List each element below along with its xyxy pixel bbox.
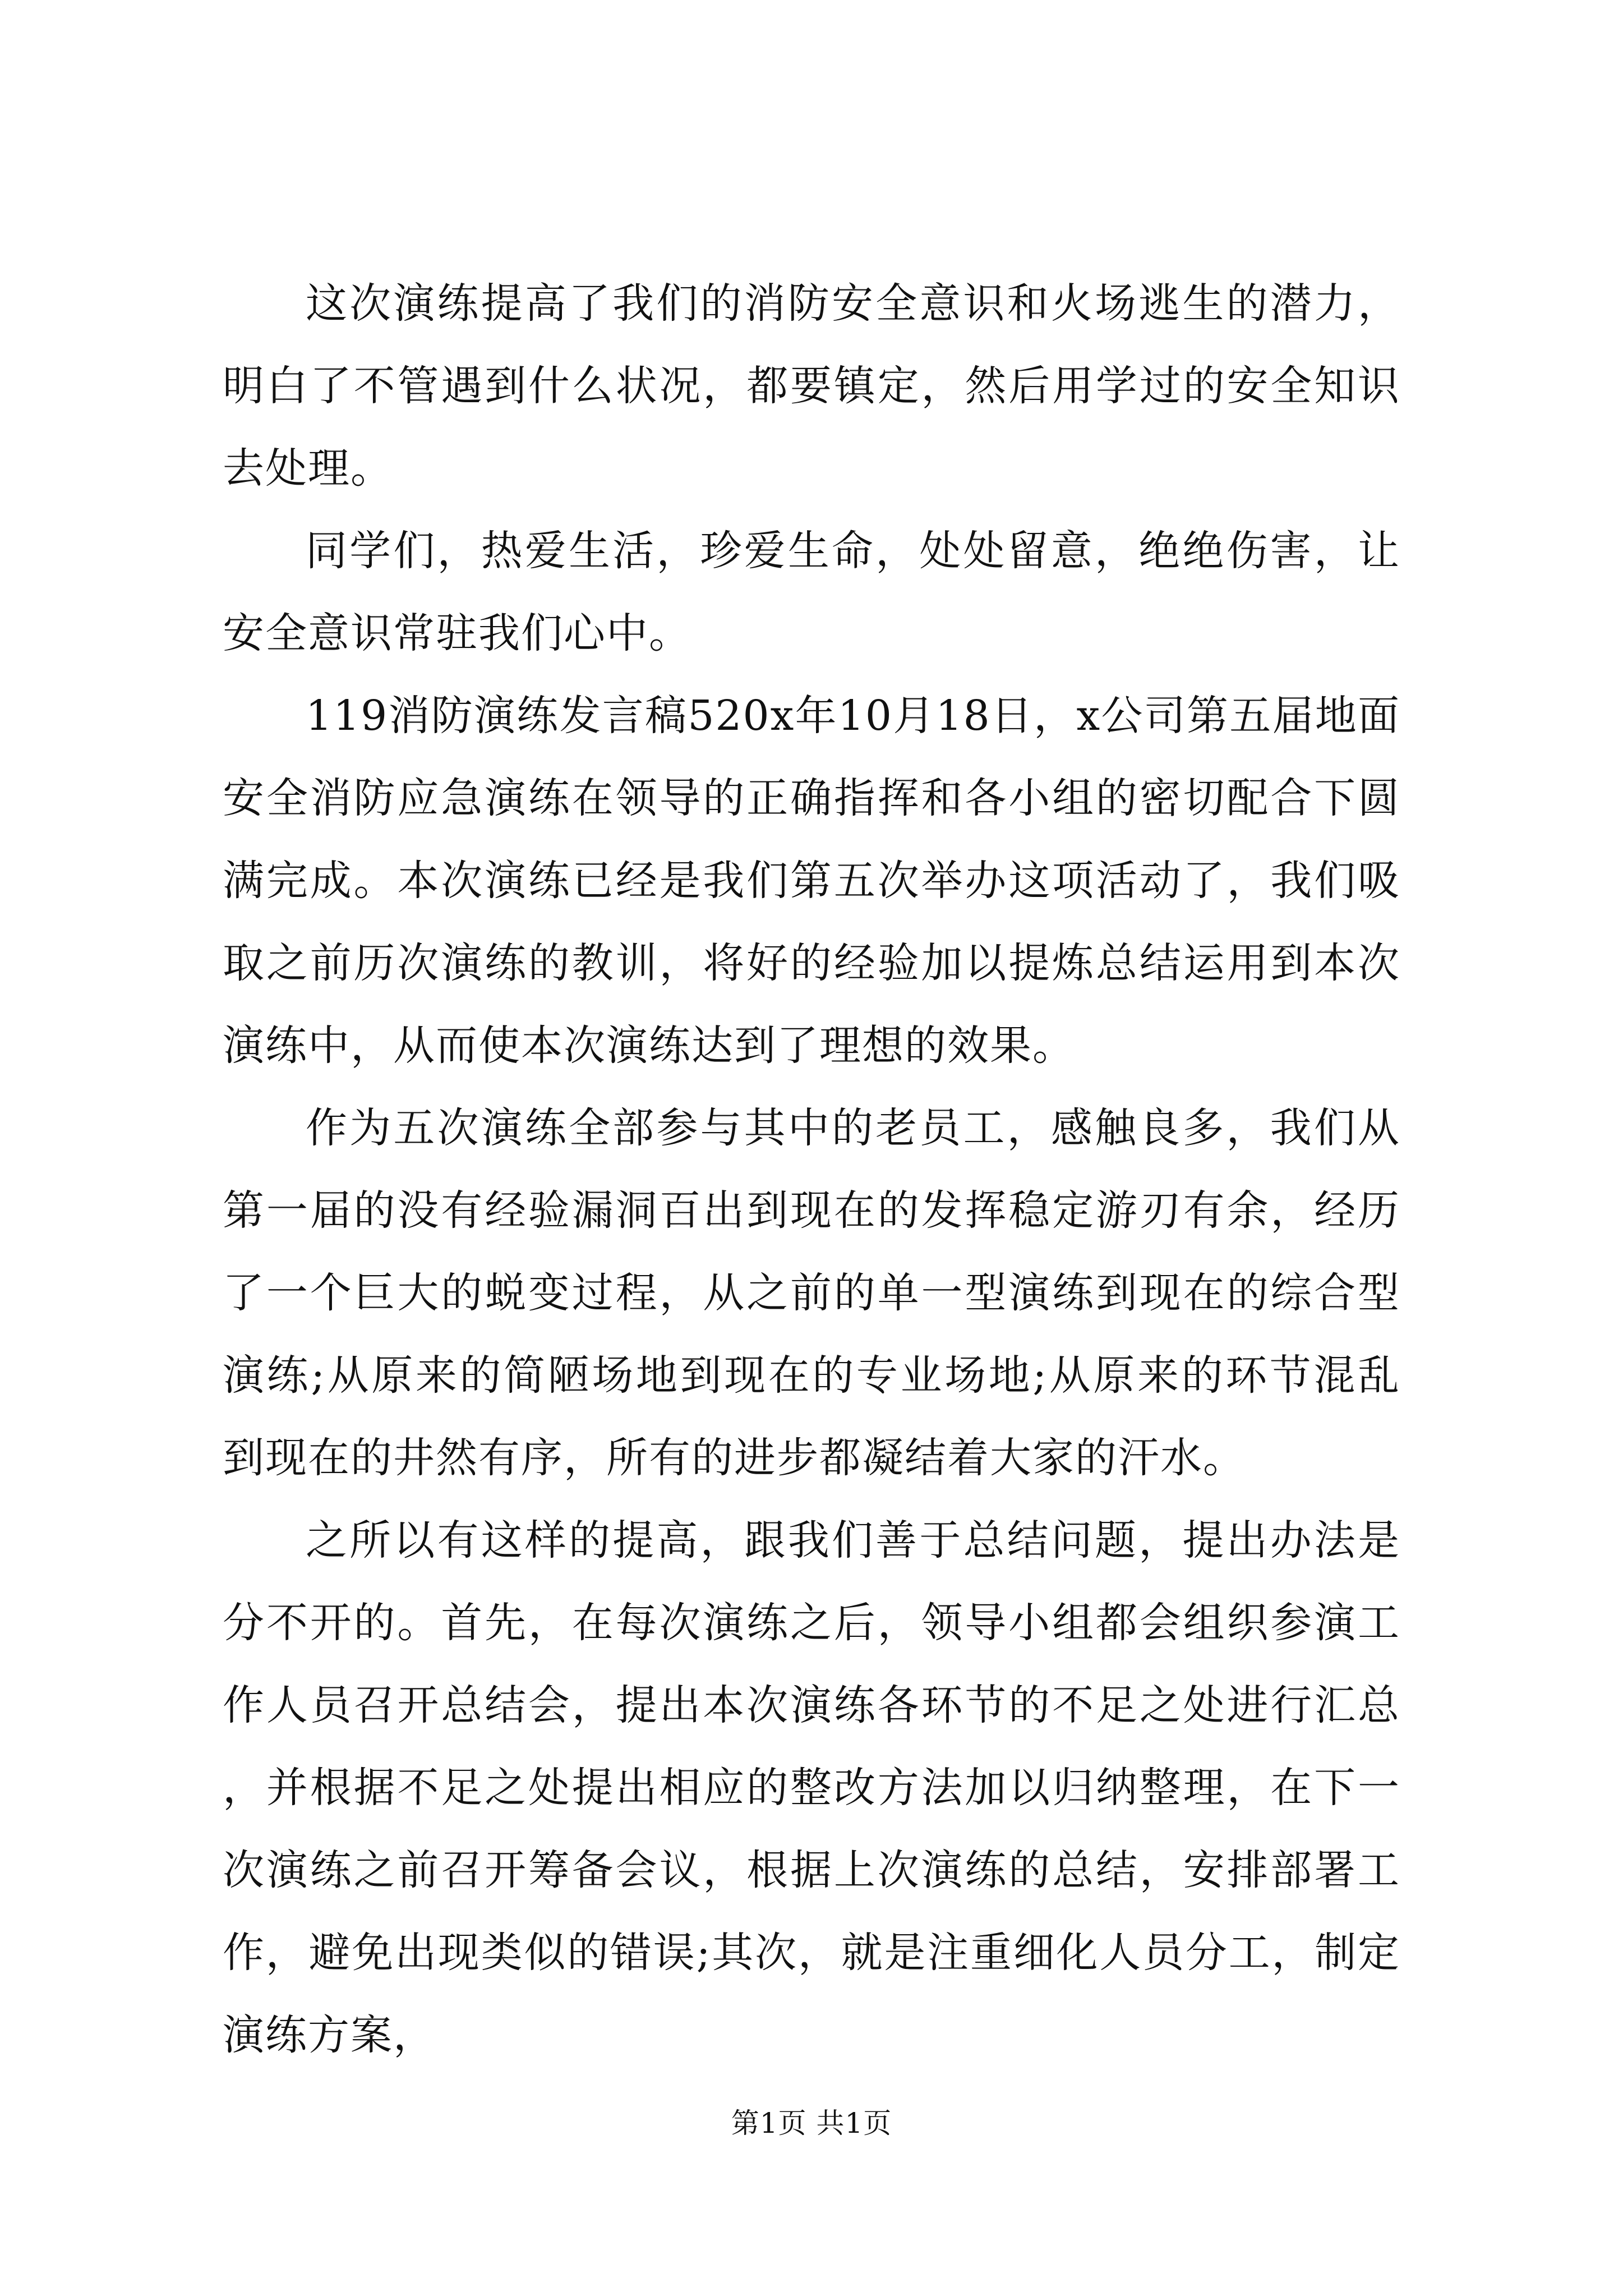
paragraph-5: 之所以有这样的提高，跟我们善于总结问题，提出办法是分不开的。首先，在每次演练之后，领导小组都会组织参演工作人员召开总结会，提出本次演练各环节的不足之处进行汇总，并根据不足之处提出相应的整改方法加以归纳整理，在下一次演练之前召开筹备会议，根据上次演练的总结，安排部署工作，避免出现类似的错误;其次，就是注重细化人员分工，制定演练方案，: [223, 1516, 1400, 2059]
paragraph-3: 119消防演练发言稿520x年10月18日，x公司第五届地面安全消防应急演练在领导的正确指挥和各小组的密切配合下圆满完成。本次演练已经是我们第五次举办这项活动了，我们吸取之前历次演练的教训，将好的经验加以提炼总结运用到本次演练中，从而使本次演练达到了理想的效果。: [223, 692, 1400, 1070]
document-body: [223, 263, 1400, 2077]
paragraph-1: 这次演练提高了我们的消防安全意识和火场逃生的潜力，明白了不管遇到什么状况，都要镇定，然后用学过的安全知识去处理。: [223, 279, 1400, 493]
paragraph-2: 同学们，热爱生活，珍爱生命，处处留意，绝绝伤害，让安全意识常驻我们心中。: [223, 527, 1400, 657]
page-footer: 第1页 共1页: [731, 2107, 892, 2139]
paragraph-4: 作为五次演练全部参与其中的老员工，感触良多，我们从第一届的没有经验漏洞百出到现在的发挥稳定游刃有余，经历了一个巨大的蜕变过程，从之前的单一型演练到现在的综合型演练;从原来的简陋场地到现在的专业场地;从原来的环节混乱到现在的井然有序，所有的进步都凝结着大家的汗水。: [223, 1104, 1400, 1482]
